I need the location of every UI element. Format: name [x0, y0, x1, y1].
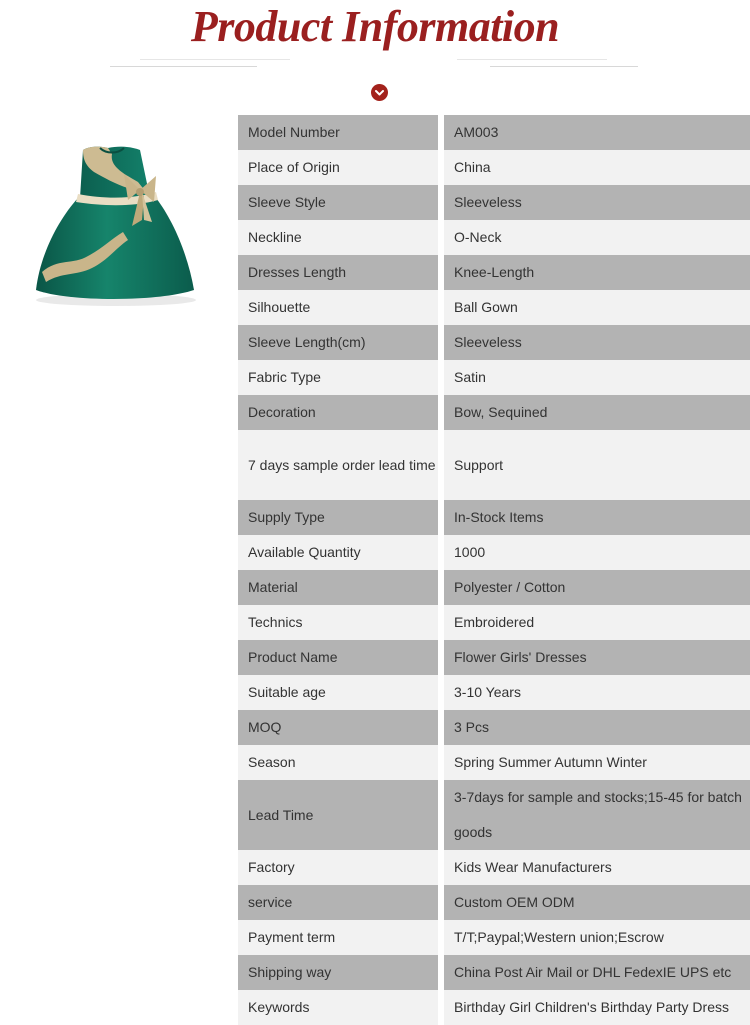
spec-label [238, 535, 444, 570]
spec-value [444, 640, 750, 675]
spec-value-text: Birthday Girl Children's Birthday Party Dress [454, 999, 729, 1015]
spec-value [444, 535, 750, 570]
spec-row [238, 570, 750, 605]
spec-label [238, 640, 444, 675]
spec-value-text: Knee-Length [454, 264, 535, 280]
spec-label [238, 220, 444, 255]
spec-label [238, 395, 444, 430]
spec-value-text: Polyester / Cotton [454, 579, 566, 595]
spec-label-text: Sleeve Style [248, 194, 326, 210]
spec-value [444, 255, 750, 290]
spec-row [238, 710, 750, 745]
spec-label-text: Product Name [248, 649, 338, 665]
spec-row [238, 395, 750, 430]
spec-label-text: MOQ [248, 719, 282, 735]
spec-value-text: Sleeveless [454, 194, 522, 210]
spec-row [238, 535, 750, 570]
spec-label [238, 745, 444, 780]
spec-value [444, 570, 750, 605]
spec-row [238, 990, 750, 1025]
spec-value [444, 605, 750, 640]
spec-label [238, 990, 444, 1025]
spec-value [444, 150, 750, 185]
spec-row [238, 640, 750, 675]
spec-label-text: Place of Origin [248, 159, 340, 175]
spec-row [238, 360, 750, 395]
spec-label [238, 185, 444, 220]
spec-row [238, 850, 750, 885]
spec-value [444, 430, 750, 500]
spec-value-text: Custom OEM ODM [454, 894, 575, 910]
spec-value-text: Sleeveless [454, 334, 522, 350]
spec-value [444, 325, 750, 360]
spec-label [238, 115, 444, 150]
spec-label-text: Factory [248, 859, 295, 875]
spec-label-text: Decoration [248, 404, 316, 420]
spec-label [238, 150, 444, 185]
spec-row [238, 150, 750, 185]
spec-value [444, 745, 750, 780]
section-header [0, 0, 750, 110]
spec-value [444, 185, 750, 220]
divider-right-inner [457, 59, 607, 60]
spec-value [444, 780, 750, 850]
spec-value-text: 3 Pcs [454, 719, 490, 735]
spec-label [238, 290, 444, 325]
spec-value-text: Bow, Sequined [454, 404, 548, 420]
spec-label [238, 920, 444, 955]
spec-label [238, 780, 444, 850]
spec-value-text: Kids Wear Manufacturers [454, 859, 612, 875]
spec-value [444, 850, 750, 885]
spec-value-text: Ball Gown [454, 299, 518, 315]
spec-row [238, 115, 750, 150]
spec-value [444, 710, 750, 745]
spec-row [238, 605, 750, 640]
chevron-down-icon[interactable] [371, 84, 388, 101]
spec-value-text: Flower Girls' Dresses [454, 649, 587, 665]
spec-value-text: 1000 [454, 544, 486, 560]
spec-value-text: Support [454, 456, 504, 473]
spec-row [238, 920, 750, 955]
spec-value-text: Embroidered [454, 614, 535, 630]
spec-label-text: Model Number [248, 124, 340, 140]
spec-label [238, 710, 444, 745]
spec-value-text: 3-7days for sample and stocks;15-45 for batch goods [454, 789, 742, 840]
spec-label [238, 255, 444, 290]
spec-value-text: Satin [454, 369, 486, 385]
product-spec-table [238, 115, 750, 1025]
spec-label-text: Keywords [248, 999, 310, 1015]
spec-label-text: Supply Type [248, 509, 325, 525]
divider-left-outer [110, 66, 257, 67]
spec-row [238, 325, 750, 360]
spec-value [444, 500, 750, 535]
spec-label-text: Dresses Length [248, 264, 347, 280]
spec-label-text: Suitable age [248, 684, 326, 700]
spec-value [444, 920, 750, 955]
spec-row [238, 255, 750, 290]
dress-image [28, 140, 203, 310]
spec-row [238, 780, 750, 850]
divider-right-outer [490, 66, 638, 67]
divider-left-inner [140, 59, 290, 60]
spec-label [238, 955, 444, 990]
spec-value [444, 990, 750, 1025]
spec-row [238, 185, 750, 220]
spec-value-text: O-Neck [454, 229, 502, 245]
spec-value [444, 955, 750, 990]
spec-value-text: AM003 [454, 124, 499, 140]
spec-label-text: Lead Time [248, 806, 314, 823]
spec-row [238, 745, 750, 780]
spec-label-text: 7 days sample order lead time [248, 456, 436, 473]
spec-label-text: Fabric Type [248, 369, 321, 385]
spec-label-text: Season [248, 754, 296, 770]
spec-value [444, 675, 750, 710]
spec-label-text: Shipping way [248, 964, 332, 980]
spec-value-text: Spring Summer Autumn Winter [454, 754, 647, 770]
spec-label [238, 500, 444, 535]
spec-value-text: China Post Air Mail or DHL FedexIE UPS etc [454, 964, 732, 980]
spec-value [444, 885, 750, 920]
spec-label [238, 675, 444, 710]
spec-label-text: service [248, 894, 293, 910]
spec-value [444, 290, 750, 325]
spec-value [444, 220, 750, 255]
spec-label-text: Technics [248, 614, 303, 630]
spec-row [238, 955, 750, 990]
spec-row [238, 675, 750, 710]
spec-label-text: Payment term [248, 929, 336, 945]
spec-label-text: Material [248, 579, 298, 595]
spec-row [238, 220, 750, 255]
spec-value-text: In-Stock Items [454, 509, 544, 525]
spec-label [238, 605, 444, 640]
spec-label-text: Silhouette [248, 299, 311, 315]
spec-label [238, 570, 444, 605]
spec-label [238, 360, 444, 395]
page-title: Product Information [190, 2, 560, 51]
spec-row [238, 500, 750, 535]
spec-value [444, 395, 750, 430]
spec-value-text: 3-10 Years [454, 684, 521, 700]
spec-label [238, 430, 444, 500]
spec-label [238, 850, 444, 885]
spec-label-text: Sleeve Length(cm) [248, 334, 366, 350]
spec-row [238, 885, 750, 920]
spec-value [444, 115, 750, 150]
spec-value-text: China [454, 159, 491, 175]
spec-label [238, 885, 444, 920]
spec-row [238, 430, 750, 500]
spec-value-text: T/T;Paypal;Western union;Escrow [454, 929, 664, 945]
spec-label [238, 325, 444, 360]
spec-label-text: Available Quantity [248, 544, 361, 560]
spec-value [444, 360, 750, 395]
spec-row [238, 290, 750, 325]
spec-label-text: Neckline [248, 229, 302, 245]
